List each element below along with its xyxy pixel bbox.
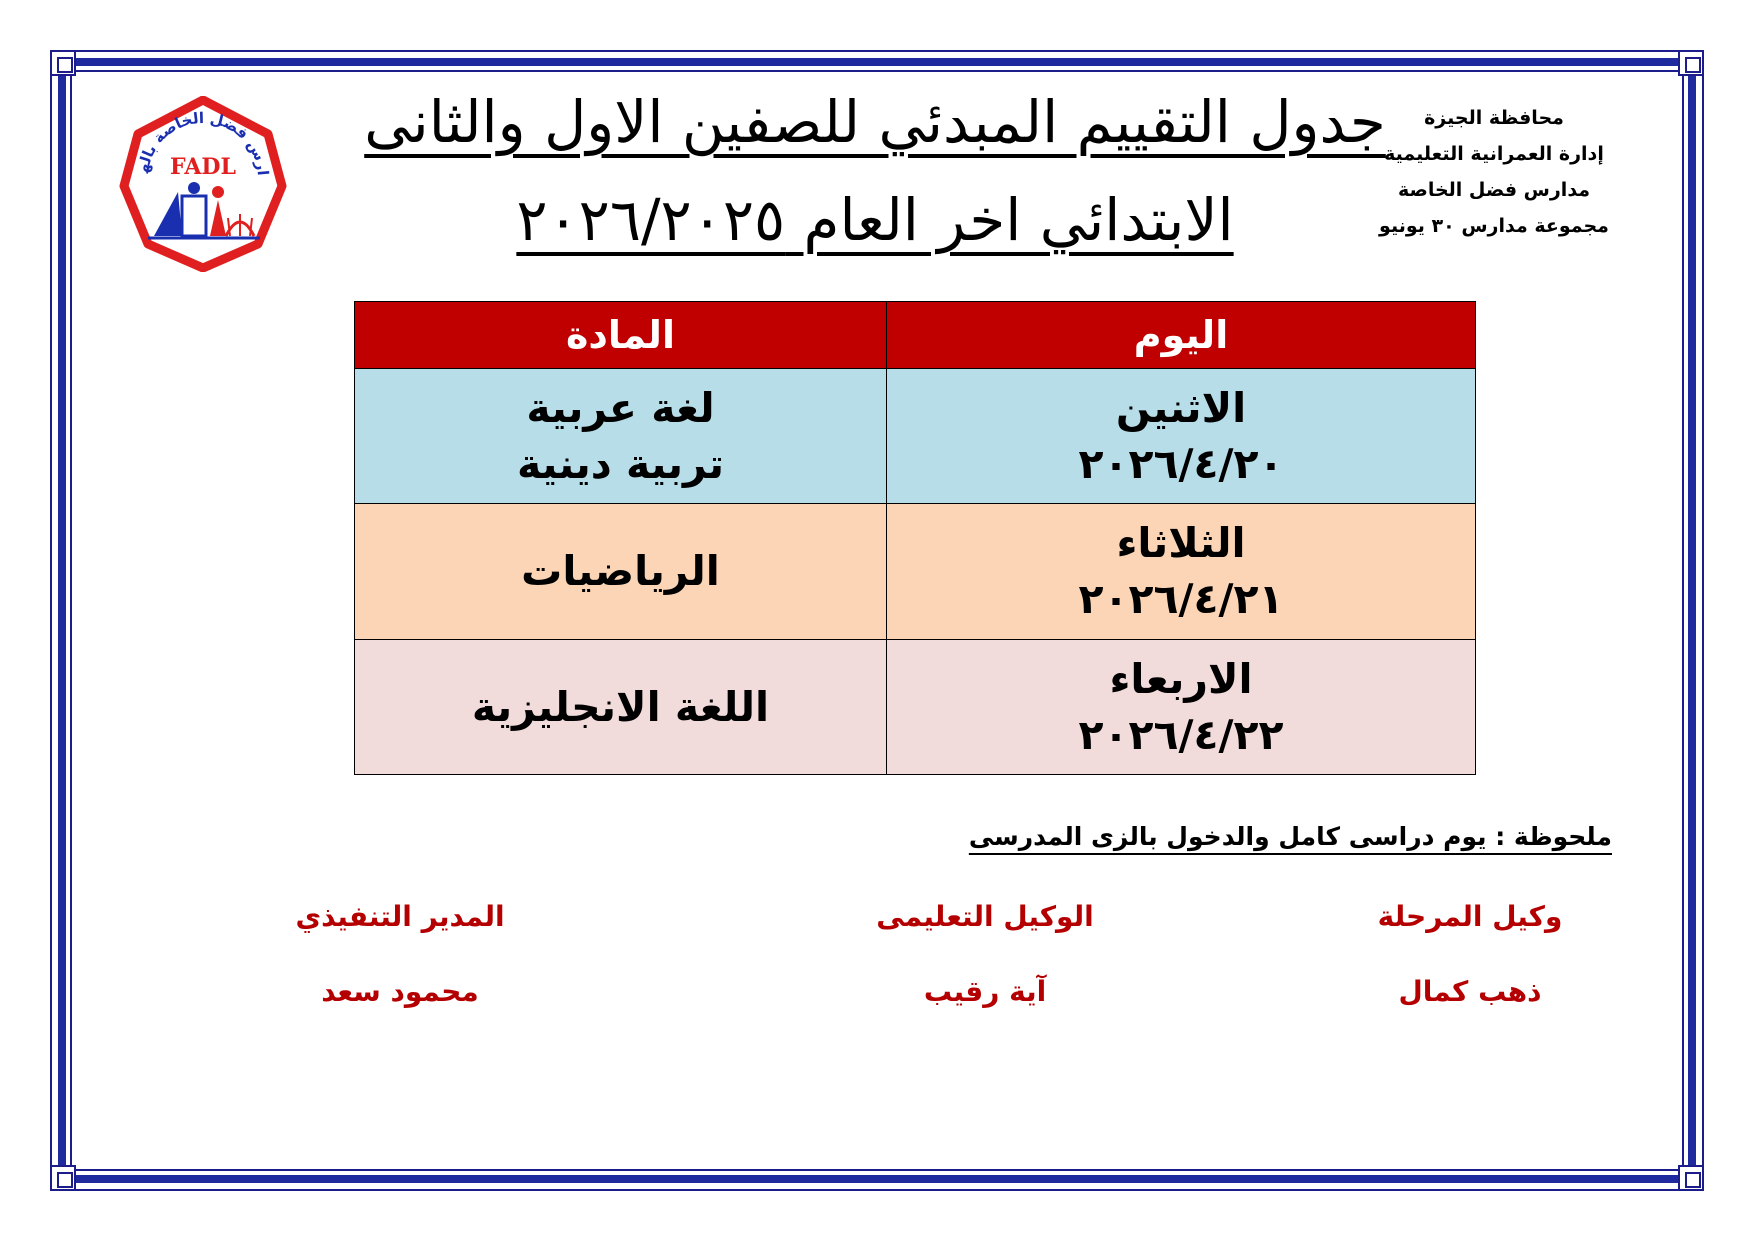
signature-role-executive-director: المدير التنفيذي xyxy=(295,900,505,933)
corner-ornament-bottom-left xyxy=(50,1165,76,1191)
signature-name-executive-director: محمود سعد xyxy=(321,975,479,1008)
subject-name: اللغة الانجليزية xyxy=(471,682,770,731)
signature-name-stage-deputy: ذهب كمال xyxy=(1398,975,1542,1008)
signature-role-stage-deputy: وكيل المرحلة xyxy=(1377,900,1563,933)
exam-schedule-table xyxy=(354,301,1476,775)
day-cell xyxy=(887,504,1476,639)
subject-cell xyxy=(355,369,887,504)
day-date: ٢٠٢٦/٤/٢٠ xyxy=(1078,440,1284,489)
column-header-day: اليوم xyxy=(887,302,1476,369)
day-cell xyxy=(887,639,1476,774)
subject-cell xyxy=(355,504,887,639)
day-name: الاثنين xyxy=(1115,384,1247,433)
day-cell xyxy=(887,369,1476,504)
signature-name-academic-deputy: آية رقيب xyxy=(923,975,1047,1008)
group-label: مجموعة مدارس ٣٠ يونيو xyxy=(1379,215,1609,237)
corner-ornament-top-right xyxy=(1678,50,1704,76)
note-text: ملحوظة : يوم دراسى كامل والدخول بالزى المدرسى xyxy=(968,822,1612,851)
subject-cell xyxy=(355,639,887,774)
school-logo xyxy=(118,96,288,272)
subject-name: تربية دينية xyxy=(517,440,724,489)
corner-ornament-top-left xyxy=(50,50,76,76)
day-name: الاربعاء xyxy=(1109,654,1253,703)
page-title: جدول التقييم المبدئي للصفين الاول والثانى xyxy=(364,88,1386,156)
logo-brand-text: FADL xyxy=(170,154,236,180)
table-header-row xyxy=(355,302,1476,369)
page-subtitle: الابتدائي اخر العام ٢٠٢٦/٢٠٢٥ xyxy=(516,186,1234,254)
column-header-subject: المادة xyxy=(355,302,887,369)
school-label: مدارس فضل الخاصة xyxy=(1397,179,1591,201)
school-logo-graphic xyxy=(118,96,288,272)
table-row xyxy=(355,504,1476,639)
corner-ornament-bottom-right xyxy=(1678,1165,1704,1191)
signature-role-academic-deputy: الوكيل التعليمى xyxy=(876,900,1094,933)
day-name: الثلاثاء xyxy=(1116,519,1246,568)
logo-arc-text: ارس فضل الخاصة باله xyxy=(134,108,272,177)
administration-label: إدارة العمرانية التعليمية xyxy=(1384,143,1604,165)
day-date: ٢٠٢٦/٤/٢٢ xyxy=(1078,710,1284,759)
subject-name: الرياضيات xyxy=(521,547,720,596)
day-date: ٢٠٢٦/٤/٢١ xyxy=(1078,575,1284,624)
table-row xyxy=(355,639,1476,774)
subject-name: لغة عربية xyxy=(526,384,715,433)
governorate-label: محافظة الجيزة xyxy=(1424,107,1564,129)
table-row xyxy=(355,369,1476,504)
